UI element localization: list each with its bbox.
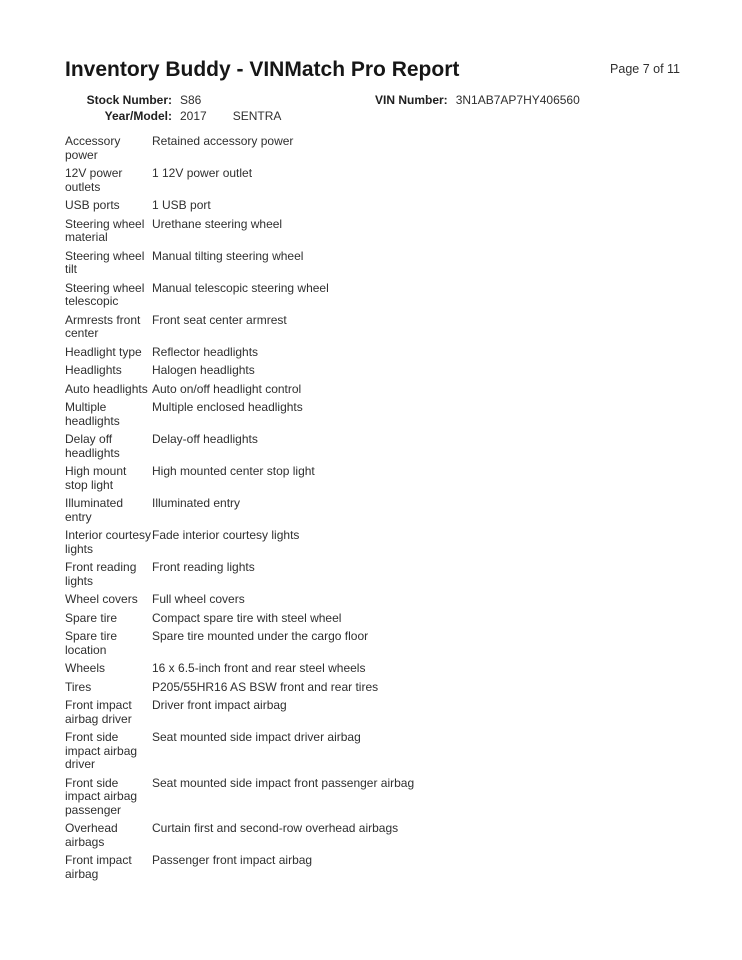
row-value: Curtain first and second-row overhead airbags bbox=[152, 821, 399, 835]
year-model-label: Year/Model: bbox=[104, 109, 172, 123]
row-value: Seat mounted side impact front passenger airbag bbox=[152, 775, 415, 790]
row-label: 12V power outlets bbox=[65, 166, 123, 194]
row-label: Front side impact airbag passenger bbox=[65, 775, 138, 817]
vin-number-value: 3N1AB7AP7HY406560 bbox=[455, 93, 580, 107]
row-label: Front impact airbag bbox=[65, 853, 132, 881]
row-label: Interior courtesy lights bbox=[65, 528, 152, 556]
row-value: Passenger front impact airbag bbox=[152, 853, 313, 867]
row-value: Compact spare tire with steel wheel bbox=[152, 610, 342, 625]
table-row bbox=[65, 383, 677, 397]
meta-row-year-model bbox=[0, 108, 742, 124]
vin-group bbox=[375, 92, 580, 108]
report-header bbox=[65, 58, 680, 82]
row-label: Front impact airbag driver bbox=[65, 698, 132, 726]
table-row bbox=[65, 699, 677, 726]
table-row bbox=[65, 282, 677, 309]
row-value: Manual telescopic steering wheel bbox=[152, 280, 329, 295]
row-value: High mounted center stop light bbox=[152, 464, 315, 478]
table-row bbox=[65, 218, 677, 245]
table-row bbox=[65, 662, 677, 676]
table-row bbox=[65, 612, 677, 626]
row-value: Multiple enclosed headlights bbox=[152, 400, 303, 414]
row-value: Full wheel covers bbox=[152, 592, 245, 606]
stock-number-label: Stock Number: bbox=[86, 93, 172, 107]
meta-row-stock-vin bbox=[0, 92, 742, 108]
row-label: USB ports bbox=[65, 198, 120, 212]
table-row bbox=[65, 250, 677, 277]
table-row bbox=[65, 346, 677, 360]
row-label: Front side impact airbag driver bbox=[65, 730, 138, 771]
table-row bbox=[65, 497, 677, 524]
table-row bbox=[65, 465, 677, 492]
table-row bbox=[65, 529, 677, 556]
row-label: Spare tire bbox=[65, 610, 118, 625]
row-label: Spare tire location bbox=[65, 629, 118, 657]
vin-number-label: VIN Number: bbox=[375, 93, 448, 107]
row-label: Headlights bbox=[65, 363, 122, 377]
row-value: Illuminated entry bbox=[152, 496, 241, 510]
row-value: 1 12V power outlet bbox=[152, 166, 253, 180]
table-row bbox=[65, 561, 677, 588]
row-label: Accessory power bbox=[65, 134, 121, 162]
table-row bbox=[65, 401, 677, 428]
feature-table bbox=[65, 135, 677, 886]
page-indicator: Page 7 of 11 bbox=[610, 62, 680, 76]
row-label: Armrests front center bbox=[65, 312, 141, 340]
row-label: Steering wheel tilt bbox=[65, 248, 145, 276]
row-value: Driver front impact airbag bbox=[152, 698, 287, 712]
row-label: Multiple headlights bbox=[65, 400, 120, 428]
row-label: Wheels bbox=[65, 661, 106, 675]
vehicle-meta bbox=[0, 92, 742, 124]
row-value: P205/55HR16 AS BSW front and rear tires bbox=[152, 679, 379, 694]
model-value: SENTRA bbox=[232, 109, 282, 123]
stock-number-value: S86 bbox=[180, 93, 202, 107]
row-value: Retained accessory power bbox=[152, 134, 294, 148]
table-row bbox=[65, 777, 677, 818]
table-row bbox=[65, 314, 677, 341]
row-label: Steering wheel material bbox=[65, 216, 145, 244]
row-label: Wheel covers bbox=[65, 592, 138, 606]
row-label: Headlight type bbox=[65, 344, 142, 359]
table-row bbox=[65, 593, 677, 607]
row-value: Reflector headlights bbox=[152, 344, 259, 359]
row-value: Spare tire mounted under the cargo floor bbox=[152, 629, 369, 643]
row-value: Seat mounted side impact driver airbag bbox=[152, 730, 361, 744]
table-row bbox=[65, 822, 677, 849]
row-value: 1 USB port bbox=[152, 198, 211, 212]
table-row bbox=[65, 681, 677, 695]
row-label: Delay off headlights bbox=[65, 432, 120, 460]
row-value: Fade interior courtesy lights bbox=[152, 528, 300, 542]
table-row bbox=[65, 167, 677, 194]
row-value: 16 x 6.5-inch front and rear steel wheels bbox=[152, 661, 366, 675]
year-value: 2017 bbox=[180, 109, 207, 123]
row-label: Overhead airbags bbox=[65, 821, 118, 849]
table-row bbox=[65, 433, 677, 460]
table-row bbox=[65, 630, 677, 657]
row-label: Auto headlights bbox=[65, 381, 148, 396]
table-row bbox=[65, 854, 677, 881]
table-row bbox=[65, 364, 677, 378]
row-value: Auto on/off headlight control bbox=[152, 381, 302, 396]
row-label: Illuminated entry bbox=[65, 496, 124, 524]
table-row bbox=[65, 731, 677, 772]
row-value: Delay-off headlights bbox=[152, 432, 258, 446]
row-value: Urethane steering wheel bbox=[152, 216, 283, 231]
row-value: Halogen headlights bbox=[152, 363, 255, 377]
row-label: Steering wheel telescopic bbox=[65, 280, 145, 308]
table-row bbox=[65, 135, 677, 162]
row-value: Manual tilting steering wheel bbox=[152, 248, 304, 263]
table-row bbox=[65, 199, 677, 213]
row-label: High mount stop light bbox=[65, 464, 127, 492]
row-label: Front reading lights bbox=[65, 560, 137, 588]
page-title: Inventory Buddy - VINMatch Pro Report bbox=[65, 58, 460, 81]
row-value: Front reading lights bbox=[152, 560, 255, 574]
row-value: Front seat center armrest bbox=[152, 312, 287, 327]
row-label: Tires bbox=[65, 679, 92, 694]
